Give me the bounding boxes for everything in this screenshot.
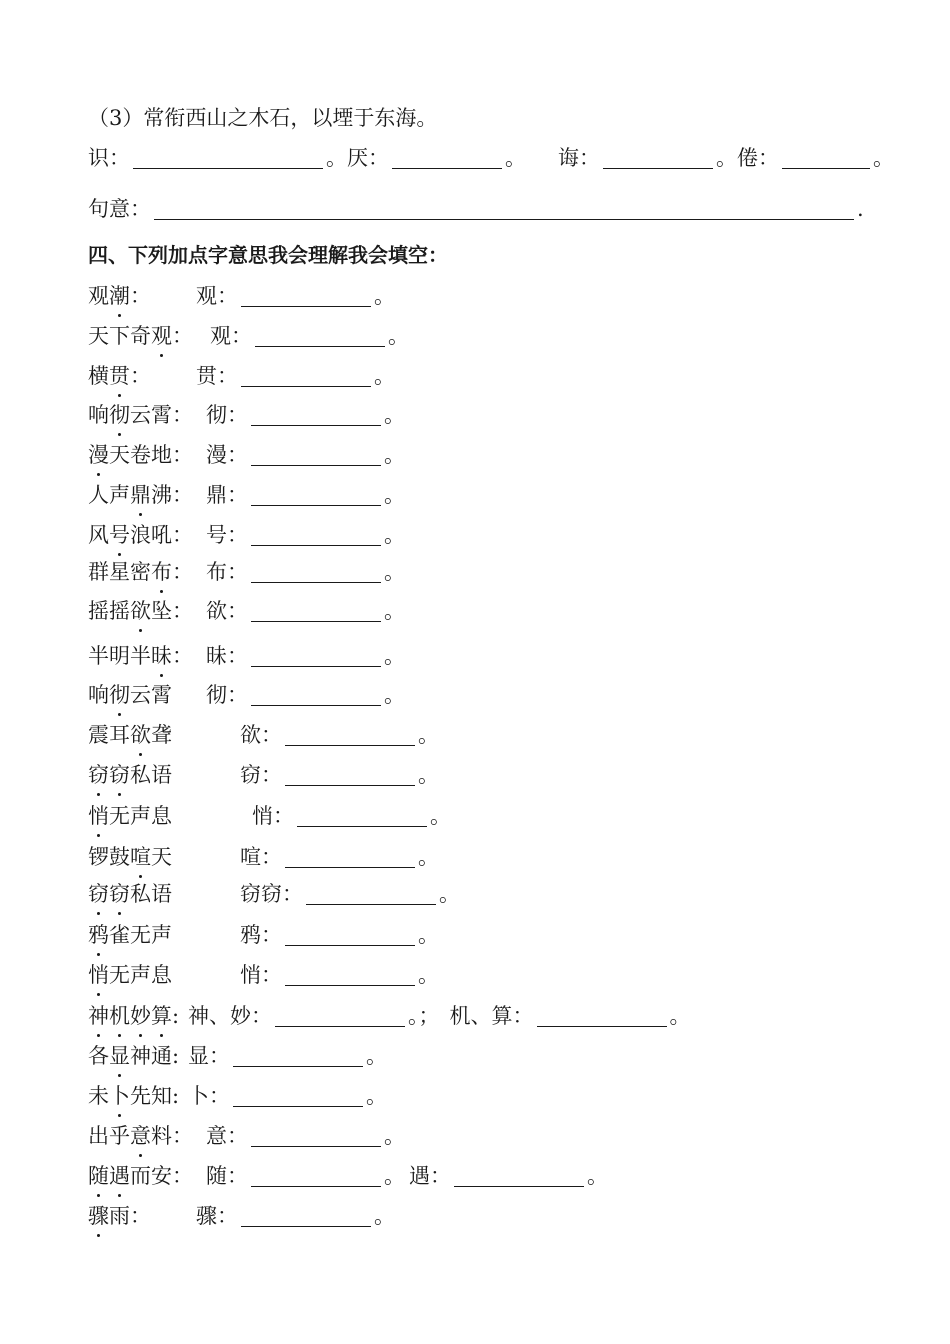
vocab-phrase: 鸦雀无声 [88, 920, 206, 950]
vocab-item [88, 680, 405, 710]
vocab-phrase: 半明半昧： [88, 641, 206, 671]
answer-blank[interactable] [285, 963, 415, 986]
target-character-label: 骤： [196, 1204, 238, 1228]
end-mark: 。 [384, 644, 405, 668]
vocab-phrase: 窃窃私语 [88, 879, 206, 909]
sentence-meaning-row [88, 194, 864, 224]
vocab-item [88, 1121, 405, 1151]
vocab-item [88, 321, 409, 351]
target-character-label: 遇： [409, 1164, 451, 1188]
answer-blank[interactable] [251, 644, 381, 667]
vocab-item [88, 1201, 395, 1231]
target-character-label: 号： [206, 523, 248, 547]
answer-blank[interactable] [251, 483, 381, 506]
target-character-label: 彻： [206, 683, 248, 707]
answer-blank[interactable] [233, 1084, 363, 1107]
end-mark: 。 [418, 763, 439, 787]
target-character-label: 意： [206, 1124, 248, 1148]
end-mark: 。 [384, 560, 405, 584]
answer-blank[interactable] [782, 146, 870, 169]
end-mark: 。 [418, 723, 439, 747]
vocab-phrase: 天下奇观： [88, 321, 196, 351]
answer-blank[interactable] [133, 146, 323, 169]
vocab-item [88, 1081, 387, 1111]
vocab-phrase: 横贯： [88, 361, 196, 391]
vocab-phrase: 漫天卷地： [88, 440, 206, 470]
end-mark: 。 [384, 443, 405, 467]
target-character-label: 欲： [240, 723, 282, 747]
section-heading-text: 四、下列加点字意思我会理解我会填空： [88, 243, 448, 267]
vocab-item [88, 641, 405, 671]
target-character-label: 机、算： [449, 1004, 534, 1028]
sentence-meaning-label: 句意： [88, 197, 151, 221]
end-mark: 。 [384, 523, 405, 547]
end-mark: 。 [366, 1044, 387, 1068]
answer-blank[interactable] [285, 845, 415, 868]
target-character-label: 欲： [206, 599, 248, 623]
vocab-phrase: 随遇而安： [88, 1161, 206, 1191]
word-label-yan: 。厌： [326, 146, 389, 170]
target-character-label: 悄： [240, 963, 282, 987]
target-character-label: 显： [188, 1044, 230, 1068]
answer-blank[interactable] [392, 146, 502, 169]
target-character-label: 神、妙： [188, 1004, 272, 1028]
vocab-phrase: 响彻云霄： [88, 400, 206, 430]
vocab-phrase: 神机妙算: [88, 1001, 188, 1031]
target-character-label: 窃窃： [240, 882, 303, 906]
end-mark: 。 [374, 1204, 395, 1228]
vocab-phrase: 悄无声息 [88, 801, 206, 831]
target-character-label: 鼎： [206, 483, 248, 507]
vocab-item [88, 400, 405, 430]
sentence-text: （3）常衔西山之木石，以堙于东海。 [88, 106, 438, 130]
target-character-label: 鸦： [240, 923, 282, 947]
answer-blank[interactable] [251, 1164, 381, 1187]
end-mark: 。 [374, 364, 395, 388]
end-mark: 。 [439, 882, 460, 906]
vocab-item [88, 1001, 691, 1031]
answer-blank[interactable] [251, 1124, 381, 1147]
answer-blank[interactable] [255, 324, 385, 347]
vocab-item [88, 480, 405, 510]
end-mark: 。 [388, 324, 409, 348]
vocab-phrase: 骤雨： [88, 1201, 196, 1231]
answer-blank[interactable] [537, 1004, 667, 1027]
end-mark: . [857, 197, 864, 221]
vocab-phrase: 未卜先知: [88, 1081, 188, 1111]
end-mark: 。 [418, 845, 439, 869]
vocab-phrase: 锣鼓喧天 [88, 842, 206, 872]
answer-blank[interactable] [285, 923, 415, 946]
vocab-item [88, 281, 395, 311]
end-mark: 。 [366, 1084, 387, 1108]
section-heading [88, 240, 448, 270]
vocab-phrase: 人声鼎沸： [88, 480, 206, 510]
end-mark: 。 [384, 1124, 405, 1148]
target-character-label: 贯： [196, 364, 238, 388]
end-mark: 。 [384, 1164, 405, 1188]
target-character-label: 卜： [188, 1084, 230, 1108]
word-label-shi: 识： [88, 146, 130, 170]
end-mark: 。 [587, 1164, 608, 1188]
end-mark: 。 [384, 483, 405, 507]
word-label-juan: 。倦： [716, 146, 779, 170]
word-definition-row [88, 143, 894, 173]
vocab-phrase: 响彻云霄 [88, 680, 206, 710]
answer-blank[interactable] [233, 1044, 363, 1067]
target-character-label: 漫： [206, 443, 248, 467]
answer-blank[interactable] [285, 763, 415, 786]
answer-blank[interactable] [251, 599, 381, 622]
vocab-item [88, 920, 439, 950]
answer-blank[interactable] [251, 443, 381, 466]
answer-blank[interactable] [251, 683, 381, 706]
end-mark: 。 [384, 403, 405, 427]
end-mark: 。 [418, 923, 439, 947]
answer-blank[interactable] [251, 523, 381, 546]
end-mark: 。 [873, 146, 894, 170]
target-character-label: 布： [206, 560, 248, 584]
word-label-hui: 诲： [558, 146, 600, 170]
end-mark: 。； [408, 1004, 440, 1028]
vocab-item [88, 879, 460, 909]
vocab-item [88, 1161, 608, 1191]
vocab-item [88, 960, 439, 990]
target-character-label: 彻： [206, 403, 248, 427]
target-character-label: 喧： [240, 845, 282, 869]
vocab-phrase: 观潮： [88, 281, 196, 311]
answer-blank[interactable] [241, 364, 371, 387]
answer-blank[interactable] [241, 1204, 371, 1227]
vocab-phrase: 各显神通: [88, 1041, 188, 1071]
end-mark: 。 [384, 599, 405, 623]
vocab-phrase: 风号浪吼： [88, 520, 206, 550]
vocab-item [88, 720, 439, 750]
target-character-label: 昧： [206, 644, 248, 668]
end-mark: 。 [669, 1004, 691, 1028]
answer-blank[interactable] [275, 1004, 405, 1027]
vocab-phrase: 摇摇欲坠： [88, 596, 206, 626]
vocab-item [88, 760, 439, 790]
answer-blank[interactable] [306, 882, 436, 905]
target-character-label: 悄： [252, 804, 294, 828]
answer-blank[interactable] [154, 197, 854, 220]
answer-blank[interactable] [285, 723, 415, 746]
answer-blank[interactable] [603, 146, 713, 169]
classical-sentence [88, 103, 437, 133]
vocab-item [88, 557, 405, 587]
answer-blank[interactable] [297, 804, 427, 827]
vocab-item [88, 520, 405, 550]
vocab-phrase: 出乎意料： [88, 1121, 206, 1151]
target-character-label: 观： [210, 324, 252, 348]
vocab-item [88, 361, 395, 391]
target-character-label: 随： [206, 1164, 248, 1188]
answer-blank[interactable] [241, 284, 371, 307]
end-mark: 。 [374, 284, 395, 308]
vocab-phrase: 群星密布： [88, 557, 206, 587]
answer-blank[interactable] [454, 1164, 584, 1187]
target-character-label: 观： [196, 284, 238, 308]
vocab-phrase: 悄无声息 [88, 960, 206, 990]
vocab-item [88, 842, 439, 872]
end-mark: 。 [418, 963, 439, 987]
answer-blank[interactable] [251, 403, 381, 426]
vocab-item [88, 596, 405, 626]
end-mark: 。 [505, 146, 526, 170]
answer-blank[interactable] [251, 560, 381, 583]
end-mark: 。 [430, 804, 451, 828]
vocab-item [88, 1041, 387, 1071]
vocab-item [88, 801, 451, 831]
vocab-phrase: 震耳欲聋 [88, 720, 206, 750]
vocab-phrase: 窃窃私语 [88, 760, 206, 790]
end-mark: 。 [384, 683, 405, 707]
vocab-item [88, 440, 405, 470]
target-character-label: 窃： [240, 763, 282, 787]
